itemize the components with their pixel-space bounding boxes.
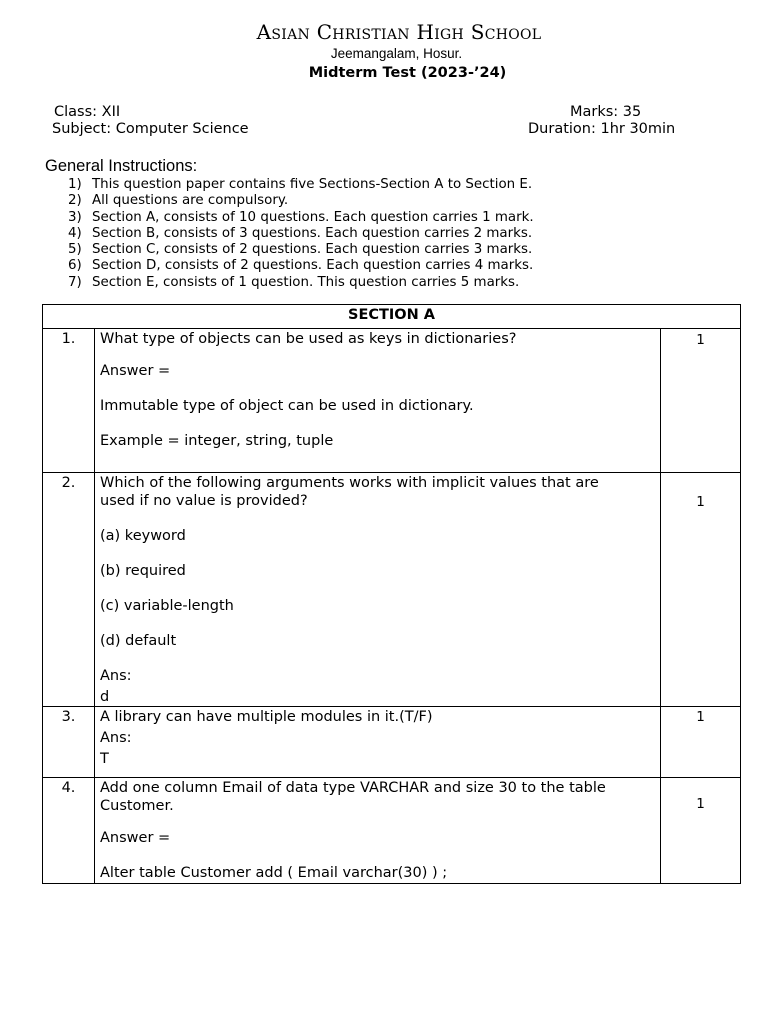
- question-marks: 1: [661, 329, 741, 473]
- question-text: Customer.: [100, 798, 174, 814]
- question-content: [95, 778, 661, 884]
- class-info: Class: XII: [54, 104, 121, 120]
- question-number: 2.: [43, 473, 95, 707]
- question-row: [43, 329, 741, 473]
- answer-label: Answer =: [100, 363, 171, 379]
- subject-info: Subject: Computer Science: [52, 121, 249, 137]
- section-heading: SECTION A: [43, 305, 741, 329]
- question-marks: 1: [661, 707, 741, 778]
- answer-text: T: [100, 751, 109, 767]
- question-text: Which of the following arguments works with implicit values that are: [100, 475, 599, 491]
- instruction-item: 6) Section D, consists of 2 questions. Each question carries 4 marks.: [68, 258, 534, 274]
- question-content: [95, 329, 661, 473]
- question-number: 1.: [43, 329, 95, 473]
- answer-text: Example = integer, string, tuple: [100, 433, 334, 449]
- answer-label: Ans:: [100, 730, 132, 746]
- instruction-item: 3) Section A, consists of 10 questions. Each question carries 1 mark.: [68, 209, 534, 225]
- instructions-list: [68, 177, 534, 291]
- question-marks: 1: [661, 778, 741, 884]
- instruction-item: 5) Section C, consists of 2 questions. Each question carries 3 marks.: [68, 242, 533, 258]
- answer-text: d: [100, 689, 110, 705]
- question-text: A library can have multiple modules in it.(T/F): [100, 709, 433, 725]
- answer-label: Answer =: [100, 830, 171, 846]
- questions-table: [42, 304, 741, 884]
- instructions-title: General Instructions:: [45, 157, 198, 175]
- instruction-item: 4) Section B, consists of 3 questions. Each question carries 2 marks.: [68, 225, 533, 241]
- question-content: [95, 473, 661, 707]
- question-number: 4.: [43, 778, 95, 884]
- school-name: Asian Christian High School: [256, 20, 542, 44]
- answer-text: Alter table Customer add ( Email varchar(30) ) ;: [100, 865, 448, 881]
- option-a: (a) keyword: [100, 528, 186, 544]
- school-location: Jeemangalam, Hosur.: [330, 46, 463, 61]
- question-content: [95, 707, 661, 778]
- marks-info: Marks: 35: [570, 104, 642, 120]
- option-b: (b) required: [100, 563, 186, 579]
- instruction-item: 7) Section E, consists of 1 question. This question carries 5 marks.: [68, 274, 520, 290]
- option-c: (c) variable-length: [100, 598, 234, 614]
- question-row: [43, 707, 741, 778]
- question-row: [43, 473, 741, 707]
- option-d: (d) default: [100, 633, 177, 649]
- answer-text: Immutable type of object can be used in dictionary.: [100, 398, 474, 414]
- exam-title: Midterm Test (2023-’24): [308, 65, 507, 81]
- question-text: Add one column Email of data type VARCHAR and size 30 to the table: [100, 780, 606, 796]
- question-number: 3.: [43, 707, 95, 778]
- answer-label: Ans:: [100, 668, 132, 684]
- question-marks: 1: [661, 473, 741, 707]
- duration-info: Duration: 1hr 30min: [528, 121, 676, 137]
- question-text: used if no value is provided?: [100, 493, 308, 509]
- instruction-item: 1) This question paper contains five Sections-Section A to Section E.: [68, 177, 533, 192]
- question-text: What type of objects can be used as keys in dictionaries?: [100, 331, 517, 347]
- question-row: [43, 778, 741, 884]
- instruction-item: 2) All questions are compulsory.: [68, 193, 289, 209]
